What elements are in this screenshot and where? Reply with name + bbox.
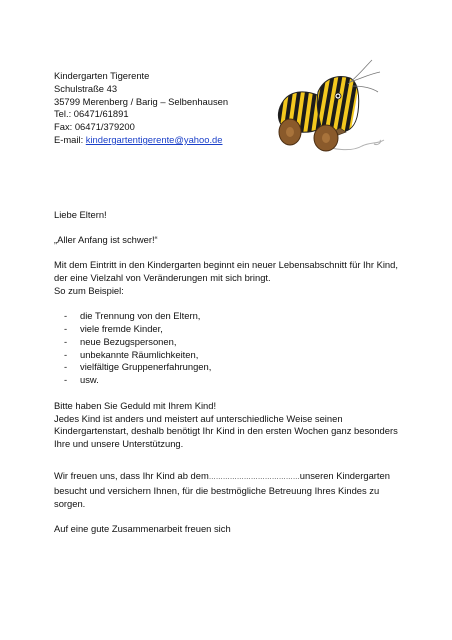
kindergarten-name: Kindergarten Tigerente xyxy=(54,70,150,81)
second-paragraph: Jedes Kind ist anders und meistert auf unterschiedliche Weise seinen Kindergartenstart, deshalb benötigt Ihr Kind in den ersten Wochen ganz besonders Ihre und unsere Unterstützung. xyxy=(54,412,398,449)
telephone: Tel.: 06471/61891 xyxy=(54,108,129,120)
list-item: - vielfältige Gruppenerfahrungen, xyxy=(64,361,212,373)
list-item: - usw. xyxy=(64,374,99,386)
change-list xyxy=(54,310,400,387)
welcome-paragraph: Wir freuen uns, dass Ihr Kind ab dem…………………………………unseren Kindergarten besucht und versichern Ihnen, für die bestmögliche Betreuung Ihres Kindes zu sorgen. xyxy=(54,470,390,509)
patience-line: Bitte haben Sie Geduld mit Ihrem Kind! xyxy=(54,399,217,411)
fax: Fax: 06471/379200 xyxy=(54,121,135,133)
letter-body xyxy=(54,209,400,535)
email-line xyxy=(54,134,228,147)
dash-bullet: - xyxy=(64,310,68,322)
email-label: E-mail: xyxy=(54,133,86,145)
list-item: - die Trennung von den Eltern, xyxy=(64,310,201,322)
example-lead: So zum Beispiel: xyxy=(54,284,124,296)
list-item: - neue Bezugspersonen, xyxy=(64,335,177,347)
dash-bullet: - xyxy=(64,374,68,386)
dash-bullet: - xyxy=(64,348,68,360)
date-blank: ………………………………… xyxy=(208,474,300,482)
list-item: - unbekannte Räumlichkeiten, xyxy=(64,348,199,360)
intro-paragraph: Mit dem Eintritt in den Kindergarten beginnt ein neuer Lebensabschnitt für Ihr Kind, der eine Vielzahl von Veränderungen mit sich bringt. xyxy=(54,259,398,283)
closing-line: Auf eine gute Zusammenarbeit freuen sich xyxy=(54,522,231,534)
dash-bullet: - xyxy=(64,361,68,373)
list-item: - viele fremde Kinder, xyxy=(64,322,163,334)
tigerente-duck-logo xyxy=(262,56,388,160)
dash-bullet: - xyxy=(64,322,68,334)
email-link[interactable]: kindergartentigerente@yahoo.de xyxy=(85,133,223,145)
city: 35799 Merenberg / Barig – Selbenhausen xyxy=(54,95,229,107)
address-block xyxy=(54,70,228,147)
quote: „Aller Anfang ist schwer!“ xyxy=(54,234,158,246)
greeting: Liebe Eltern! xyxy=(54,209,107,220)
street: Schulstraße 43 xyxy=(54,82,118,94)
dash-bullet: - xyxy=(64,335,68,347)
